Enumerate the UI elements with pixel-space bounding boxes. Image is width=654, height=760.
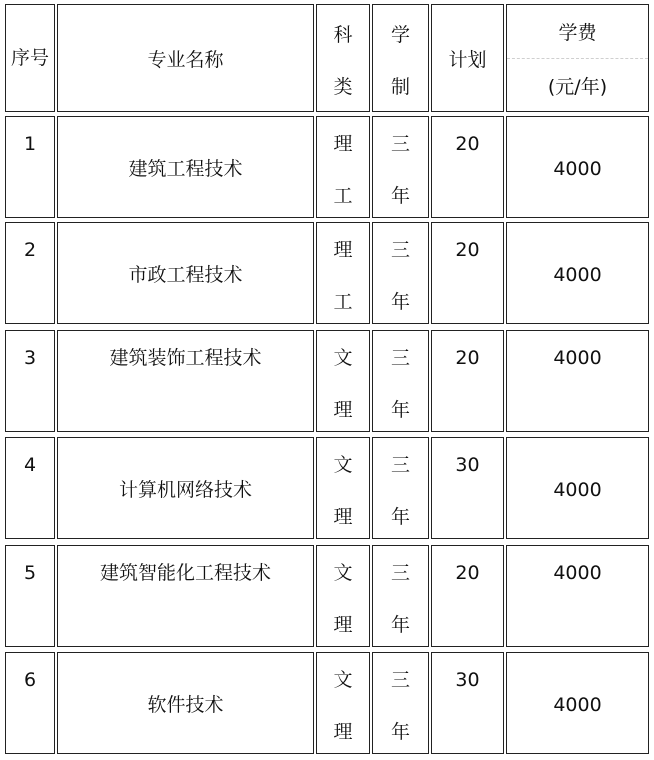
header-duration-char1: 学 [390, 24, 411, 46]
row-5-cell-5 [431, 545, 504, 647]
row-major: 计算机网络技术 [118, 479, 253, 501]
header-major: 专业名称 [147, 49, 224, 71]
row-index: 6 [23, 669, 37, 691]
row-major: 建筑智能化工程技术 [99, 562, 272, 584]
row-tuition: 4000 [553, 264, 602, 286]
row-tuition: 4000 [553, 562, 602, 584]
header-index: 序号 [10, 47, 50, 69]
row-category-char1: 文 [333, 669, 353, 691]
row-plan: 30 [455, 669, 480, 691]
row-duration-char2: 年 [390, 506, 411, 528]
row-category-char1: 文 [333, 347, 353, 369]
row-major: 建筑工程技术 [128, 158, 243, 180]
row-major: 软件技术 [147, 694, 224, 716]
row-duration-char2: 年 [390, 185, 411, 207]
row-duration-char1: 三 [390, 454, 411, 476]
row-category-char2: 工 [333, 291, 353, 313]
row-duration-char1: 三 [390, 562, 411, 584]
row-plan: 20 [455, 133, 480, 155]
row-category-char1: 文 [333, 454, 353, 476]
row-plan: 20 [455, 239, 480, 261]
tuition-header-divider [507, 58, 648, 59]
row-3-cell-1 [5, 330, 55, 432]
row-2-cell-5 [431, 222, 504, 324]
header-tuition-line2: (元/年) [547, 76, 608, 98]
row-2-cell-1 [5, 222, 55, 324]
header-tuition-line1: 学费 [558, 22, 597, 44]
row-index: 3 [23, 347, 37, 369]
row-plan: 30 [455, 454, 480, 476]
row-category-char2: 理 [333, 614, 353, 636]
row-category-char2: 理 [333, 721, 353, 743]
row-4-cell-1 [5, 437, 55, 539]
row-duration-char1: 三 [390, 347, 411, 369]
row-plan: 20 [455, 347, 480, 369]
row-tuition: 4000 [553, 694, 602, 716]
header-category-char2: 类 [333, 76, 353, 98]
row-plan: 20 [455, 562, 480, 584]
row-3-cell-2 [57, 330, 314, 432]
row-category-char1: 理 [333, 239, 353, 261]
row-duration-char1: 三 [390, 239, 411, 261]
enrollment-table [2, 2, 652, 758]
row-duration-char2: 年 [390, 721, 411, 743]
row-duration-char1: 三 [390, 133, 411, 155]
row-5-cell-2 [57, 545, 314, 647]
row-category-char2: 工 [333, 185, 353, 207]
row-tuition: 4000 [553, 479, 602, 501]
row-category-char2: 理 [333, 399, 353, 421]
row-6-cell-5 [431, 652, 504, 754]
row-category-char1: 文 [333, 562, 353, 584]
row-1-cell-5 [431, 116, 504, 218]
row-5-cell-6 [506, 545, 649, 647]
row-3-cell-6 [506, 330, 649, 432]
row-5-cell-1 [5, 545, 55, 647]
row-index: 2 [23, 239, 37, 261]
row-major: 市政工程技术 [128, 264, 243, 286]
row-3-cell-5 [431, 330, 504, 432]
row-duration-char2: 年 [390, 291, 411, 313]
row-index: 5 [23, 562, 37, 584]
row-major: 建筑装饰工程技术 [109, 347, 262, 369]
row-4-cell-5 [431, 437, 504, 539]
row-category-char2: 理 [333, 506, 353, 528]
row-tuition: 4000 [553, 347, 602, 369]
row-category-char1: 理 [333, 133, 353, 155]
row-tuition: 4000 [553, 158, 602, 180]
header-duration-char2: 制 [390, 76, 411, 98]
header-plan: 计划 [448, 49, 487, 71]
header-category-char1: 科 [333, 24, 353, 46]
row-index: 1 [23, 133, 37, 155]
row-duration-char2: 年 [390, 399, 411, 421]
row-1-cell-1 [5, 116, 55, 218]
row-6-cell-1 [5, 652, 55, 754]
row-duration-char1: 三 [390, 669, 411, 691]
row-duration-char2: 年 [390, 614, 411, 636]
row-index: 4 [23, 454, 37, 476]
